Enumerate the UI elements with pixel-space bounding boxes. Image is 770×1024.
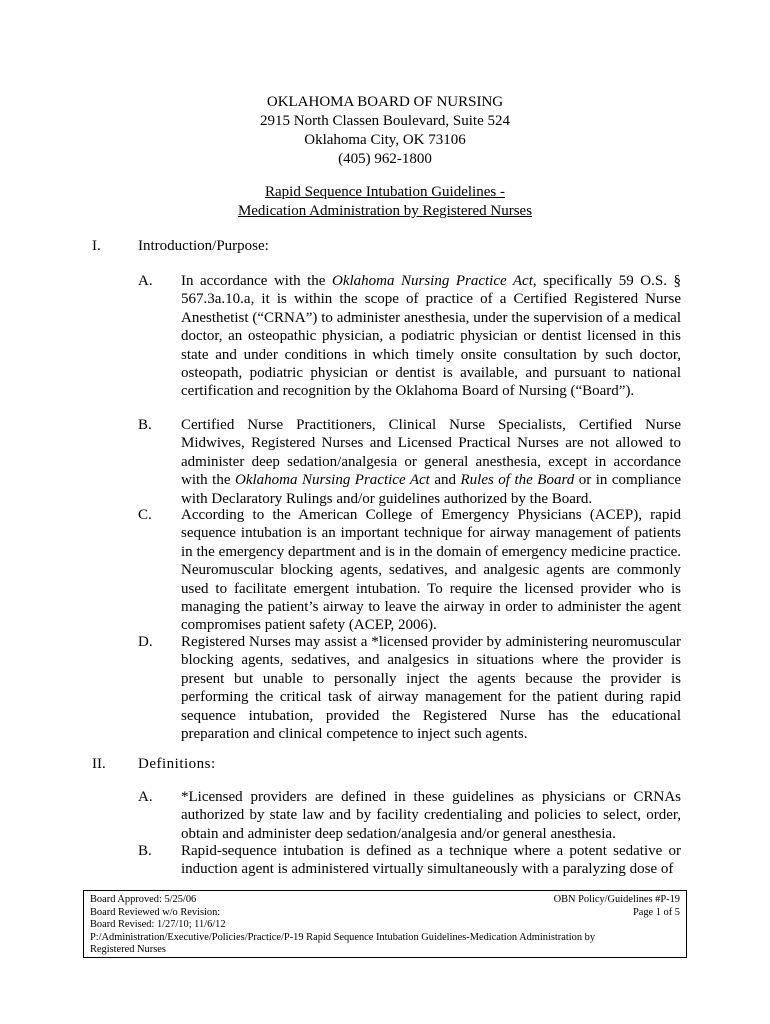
item-label: A. xyxy=(138,789,153,805)
page-number: Page 1 of 5 xyxy=(632,906,680,918)
org-name: OKLAHOMA BOARD OF NURSING xyxy=(266,94,504,110)
letterhead xyxy=(0,93,770,169)
section-1-numeral: I. xyxy=(92,238,101,254)
phone-number: (405) 962-1800 xyxy=(338,151,432,167)
title-line-2: Medication Administration by Registered Nurses xyxy=(237,203,533,219)
policy-number: OBN Policy/Guidelines #P-19 xyxy=(553,894,680,905)
item-label: B. xyxy=(138,843,152,859)
file-path: P:/Administration/Executive/Policies/Practice/P-19 Rapid Sequence Intubation Guidelines-Medication Administration by xyxy=(90,931,596,943)
footer-box xyxy=(83,890,687,958)
item-label: C. xyxy=(138,507,152,523)
item-label: D. xyxy=(138,634,153,650)
file-path-continued: Registered Nurses xyxy=(90,944,166,955)
paragraph-1c: According to the American College of Emergency Physicians (ACEP), rapid sequence intubation is an important technique for airway management of patients in the emergency department and is in the domain of emergency medicine practice. Neuromuscular blocking agents, sedatives, and analgesic agents are commonly used to facilitate emergent intubation. To require the licensed provider who is managing the patient’s airway to leave the airway in order to administer the agent compromises patient safety (ACEP, 2006). xyxy=(181,507,681,634)
board-reviewed: Board Reviewed w/o Revision: xyxy=(90,906,221,918)
paragraph-1b: Certified Nurse Practitioners, Clinical Nurse Specialists, Certified Nurse Midwives, Registered Nurses and Licensed Practical Nurses are not allowed to administer deep sedation/analgesia or general anesthesia, except in accordance with the Oklahoma Nursing Practice Act and Rules of the Board or in compliance with Declaratory Rulings and/or guidelines authorized by the Board. xyxy=(181,417,682,507)
section-2-heading: Definitions: xyxy=(138,756,216,772)
section-1-heading: Introduction/Purpose: xyxy=(138,238,269,254)
document-title xyxy=(0,183,770,221)
board-approved: Board Approved: 5/25/06 xyxy=(90,894,197,905)
title-line-1: Rapid Sequence Intubation Guidelines - xyxy=(265,184,505,200)
section-2-numeral: II. xyxy=(92,756,106,772)
item-label: B. xyxy=(138,417,152,433)
paragraph-1d: Registered Nurses may assist a *licensed provider by administering neuromuscular blocking agents, sedatives, and analgesics in situations where the provider is present but unable to personally inject the agents because the provider is performing the critical task of airway management for the patient during rapid sequence intubation, provided the Registered Nurse has the educational preparation and clinical competence to inject such agents. xyxy=(181,634,681,743)
paragraph-2b: Rapid-sequence intubation is defined as a technique where a potent sedative or induction agent is administered virtually simultaneously with a paralyzing dose of xyxy=(181,843,681,878)
address-line-2: Oklahoma City, OK 73106 xyxy=(304,132,466,148)
board-revised: Board Revised: 1/27/10; 11/6/12 xyxy=(90,919,226,930)
paragraph-2a: *Licensed providers are defined in these guidelines as physicians or CRNAs authorized by state law and by facility credentialing and policies to select, order, obtain and administer deep sedation/analgesia and/or general anesthesia. xyxy=(181,789,681,842)
item-label: A. xyxy=(138,273,153,289)
address-line-1: 2915 North Classen Boulevard, Suite 524 xyxy=(260,113,510,129)
paragraph-1a: In accordance with the Oklahoma Nursing Practice Act, specifically 59 O.S. § 567.3a.10.a, it is within the scope of practice of a Certified Registered Nurse Anesthetist (“CRNA”) to administer anesthesia, under the supervision of a medical doctor, an osteopathic physician, a podiatric physician or dentist licensed in this state and under conditions in which timely onsite consultation by such doctor, osteopath, podiatric physician or dentist is available, and pursuant to national certification and recognition by the Oklahoma Board of Nursing (“Board”). xyxy=(181,273,681,400)
